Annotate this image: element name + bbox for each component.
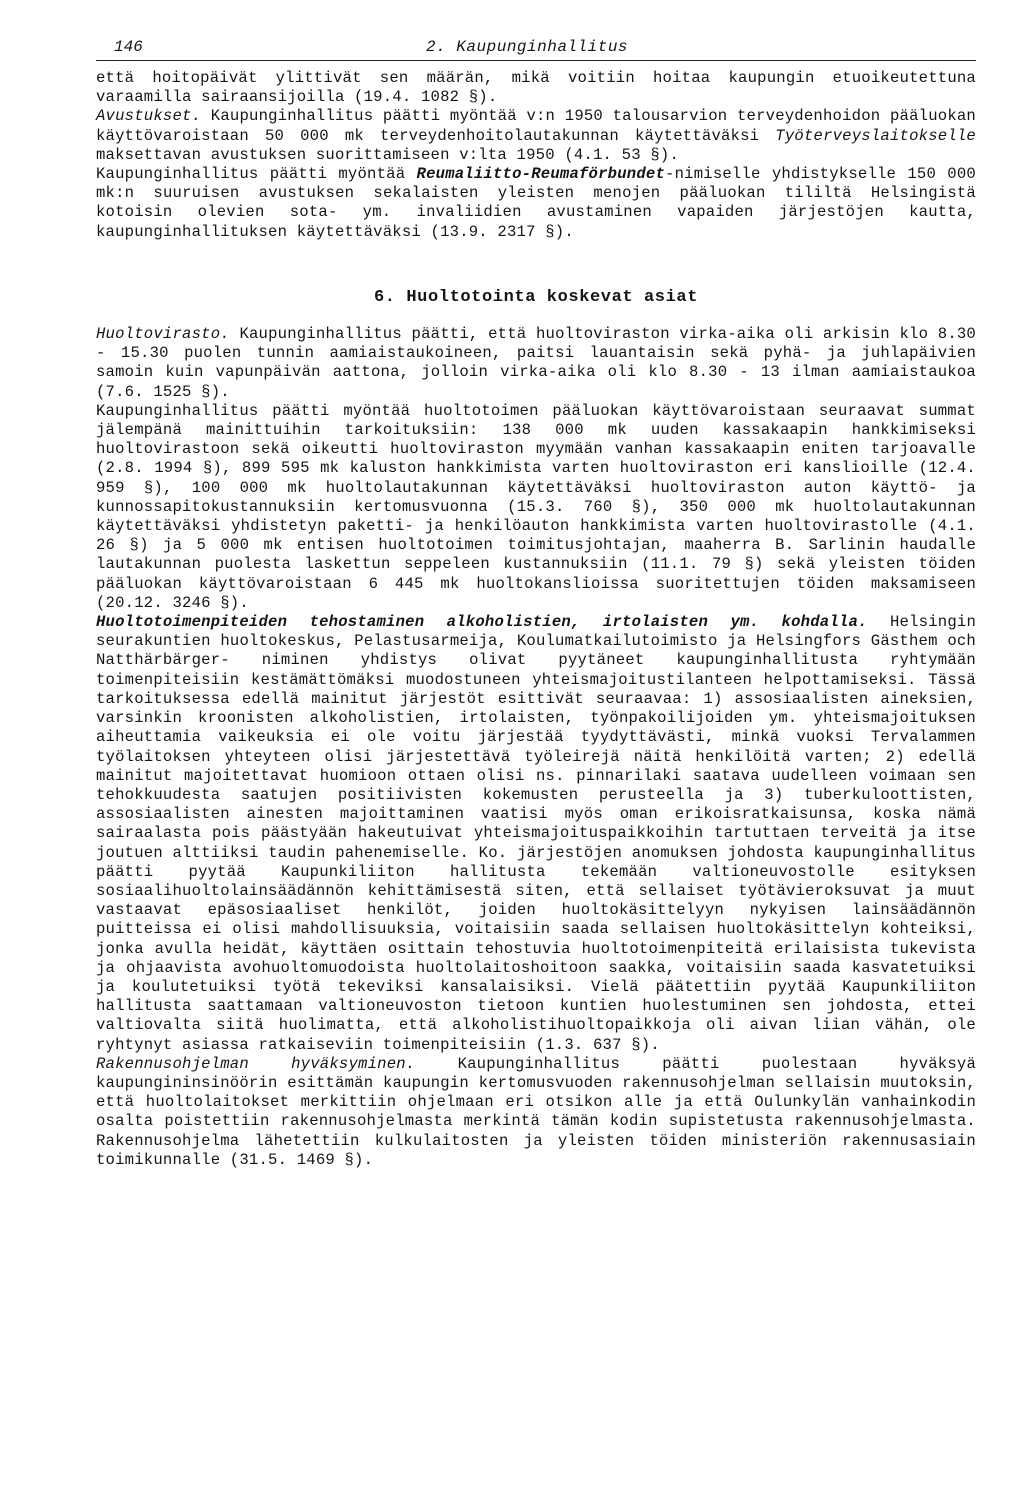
organization-name: Työterveyslaitokselle xyxy=(775,126,976,145)
paragraph-avustukset xyxy=(96,107,976,165)
running-title: 2. Kaupunginhallitus xyxy=(426,38,629,56)
paragraph-building-program xyxy=(96,1055,976,1170)
paragraph-lead: Huoltotoimenpiteiden tehostaminen alkoholistien, irtolaisten ym. kohdalla. xyxy=(96,613,868,632)
paragraph-text: Kaupunginhallitus päätti myöntää v:n 1950 talousarvion terveydenhoidon pääluokan käyttövaroistaan 50 000 mk terveydenhoitolautakunnan käytettäväksi xyxy=(96,107,976,145)
paragraph-text: -nimiselle yhdistykselle 150 000 mk:n suuruisen avustuksen sekalaisten yleisten menojen pääluokan tililtä Helsingistä kotoisin olevien sota- ym. invaliidien avustaminen vapaiden järjestöjen kautta, kaupunginhallituksen käytettäväksi (13.9. 2317 §). xyxy=(96,165,976,241)
paragraph-alcoholics xyxy=(96,613,976,1055)
paragraph-text: Kaupunginhallitus päätti, että huoltoviraston virka-aika oli arkisin klo 8.30 - 15.30 puolen tunnin aamiaistaukoineen, paitsi lauantaisin sekä pyhä- ja juhlapäivien samoin kuin vapunpäivän aattona, jolloin virka-aika oli klo 8.30 - 13 ilman aamiaistaukoa (7.6. 1525 §). xyxy=(96,325,976,401)
page-number: 146 xyxy=(114,38,143,56)
paragraph-text: Kaupunginhallitus päätti puolestaan hyväksyä kaupungininsinöörin esittämän kaupungin kertomusvuoden rakennusohjelman sellaisin muutoksin, että huoltolaitokset merkittiin ohjelmaan eri otsikon alle ja että Oulunkylän vanhainkodin osalta poistettiin rakennusohjelmasta merkintä tämän kodin supistetusta rakennusohjelmasta. Rakennusohjelma lähetettiin kulkulaitosten ja yleisten töiden ministeriön rakennusasiain toimikunnalle (31.5. 1469 §). xyxy=(96,1054,976,1169)
paragraph-lead: Huoltovirasto. xyxy=(96,325,230,344)
paragraph-lead: Rakennusohjelman hyväksyminen. xyxy=(96,1054,416,1073)
paragraph-lead: Avustukset. xyxy=(96,107,202,126)
paragraph-appropriations: Kaupunginhallitus päätti myöntää huoltotoimen pääluokan käyttövaroistaan seuraavat summat jälempänä mainittuihin tarkoituksiin: 138 000 mk uuden kassakaapin hankkimiseksi huoltovirastoon sekä oikeutti huoltoviraston myymään vanhan kassakaapin eniten tarjoavalle (2.8. 1994 §), 899 595 mk kaluston hankkimista varten huoltoviraston eri kanslioille (12.4. 959 §), 100 000 mk huoltolautakunnan käytettäväksi huoltoviraston auton käyttö- ja kunnossapitokustannuksiin kertomusvuonna (15.3. 760 §), 350 000 mk huoltolautakunnan käytettäväksi yhdistetyn paketti- ja henkilöauton hankkimista varten huoltovirastolle (4.1. 26 §) ja 5 000 mk entisen huoltotoimen toimitusjohtajan, maaherra B. Sarlinin haudalle lautakunnan puolesta laskettun seppeleen kustannuksiin (11.1. 79 §) sekä yleisten töiden pääluokan käyttövaroistaan 6 445 mk huoltokanslioissa suoritettujen töiden maksamiseen (20.12. 3246 §). xyxy=(96,401,976,612)
document-body xyxy=(96,69,976,1170)
paragraph-text: Helsingin seurakuntien huoltokeskus, Pelastusarmeija, Koulumatkailutoimisto ja Helsingfors Gästhem och Natthärbärger- niminen yhdistys olivat pyytäneet kaupunginhallitusta ryhtymään toimenpiteisiin kestämättömäksi muodostuneen yhteismajoitustilanteen helpottamiseksi. Tässä tarkoituksessa edellä mainitut järjestöt esittivät seuraavaa: 1) assosiaalisten aineksien, varsinkin kroonisten alkoholistien, irtolaisten, työnpakoilijoiden ym. yhteismajoituksen aiheuttamia vaikeuksia ei ole voitu järjestää tyydyttävästi, minkä vuoksi Tervalammen työlaitoksen yhteyteen olisi järjestettävä työleirejä näitä henkilöitä varten; 2) edellä mainitut majoitettavat huomioon ottaen olisi ns. pinnarilaki saatava uudelleen voimaan sen tehokkuudesta saatujen positiivisten kokemusten perusteella ja 3) tuberkuloottisten, assosiaalisten ainesten majoittaminen vaatisi myös oman erikoisratkaisunsa, koska nämä sairaalasta pois päästyään hakeutuivat yhteismajoituspaikkoihin tartuttaen terveitä ja itse joutuen alttiiksi taudin pahenemiselle. Ko. järjestöjen anomuksen johdosta kaupunginhallitus päätti pyytää Kaupunkiliiton hallitusta tekemään valtioneuvostolle esityksen sosiaalihuoltolainsäädännön kehittämisestä siten, että sellaiset työtävieroksuvat ja muut vastaavat epäsosiaaliset henkilöt, joiden huoltokäsittelyyn nykyisen lainsäädännön puitteissa ei olisi mahdollisuuksia, voitaisiin saada sellaisen huoltokäsittelyn kohteiksi, jonka avulla heidät, käyttäen osittain tehostuvia huoltotoimenpiteitä erilaisista tukevista ja ohjaavista avohuoltomuodoista huoltolaitoshoitoon saakka, voitaisiin saada kasvatetuiksi ja koulutetuiksi työtä tekeviksi kansalaisiksi. Vielä päätettiin pyytää Kaupunkiliiton hallitusta saattamaan valtioneuvoston tietoon kuntien huolestuminen sen johdosta, ettei valtiovalta siitä huolimatta, että alkoholistihuoltopaikkoja oli aivan liian vähän, ole ryhtynyt asiassa ratkaiseviin toimenpiteisiin (1.3. 637 §). xyxy=(96,613,976,1054)
paragraph-text: Kaupunginhallitus päätti myöntää xyxy=(96,165,417,184)
page-header xyxy=(96,36,976,61)
section-heading: 6. Huoltotointa koskevat asiat xyxy=(373,287,699,307)
paragraph-text: maksettavan avustuksen suorittamiseen v:lta 1950 (4.1. 53 §). xyxy=(96,145,680,164)
organization-name: Reumaliitto-Reumaförbundet xyxy=(416,165,666,184)
paragraph-continuation: että hoitopäivät ylittivät sen määrän, mikä voitiin hoitaa kaupungin etuoikeutettuna varaamilla sairaansijoilla (19.4. 1082 §). xyxy=(96,69,976,107)
document-page xyxy=(96,36,976,1170)
paragraph-reumaliitto xyxy=(96,165,976,242)
paragraph-huoltovirasto xyxy=(96,325,976,402)
